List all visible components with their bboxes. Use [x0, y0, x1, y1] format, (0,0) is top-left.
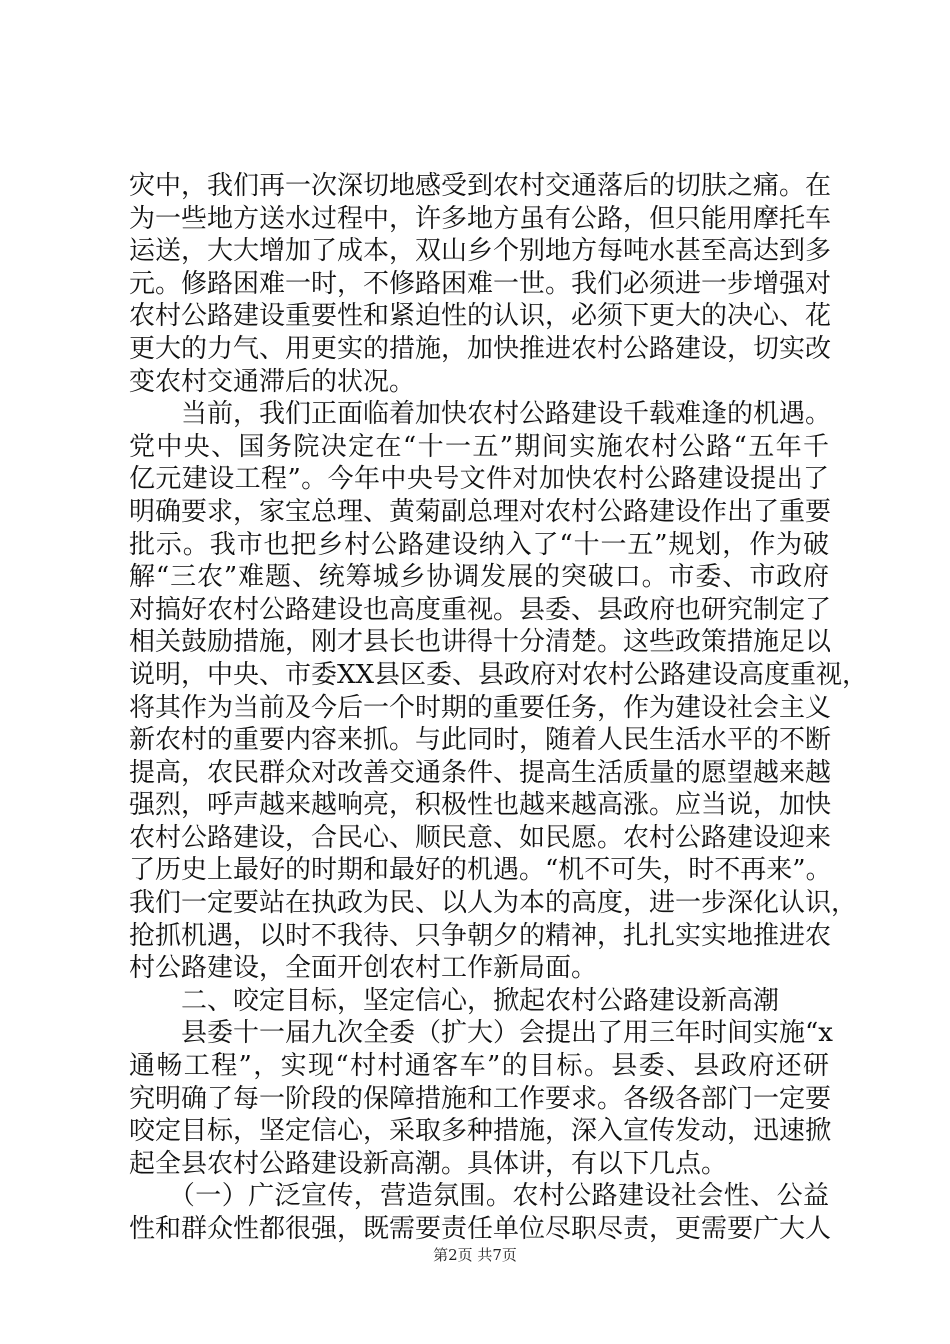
text-line: 对搞好农村公路建设也高度重视。县委、县政府也研究制定了 [129, 594, 832, 625]
text-line: 村公路建设，全面开创农村工作新局面。 [129, 953, 598, 984]
page-number-footer: 第2页 共7页 [433, 1246, 517, 1264]
text-line: 解“三农”难题、统筹城乡协调发展的突破口。市委、市政府 [129, 562, 829, 593]
text-line: 农村公路建设，合民心、顺民意、如民愿。农村公路建设迎来 [129, 822, 832, 853]
text-line: 批示。我市也把乡村公路建设纳入了“十一五”规划，作为破 [129, 529, 829, 560]
text-line: 灾中，我们再一次深切地感受到农村交通落后的切肤之痛。在 [129, 171, 832, 201]
text-line: 我们一定要站在执政为民、以人为本的高度，进一步深化认识， [129, 888, 858, 919]
text-line: 将其作为当前及今后一个时期的重要任务，作为建设社会主义 [129, 692, 832, 723]
text-line: 变农村交通滞后的状况。 [129, 366, 416, 397]
text-line: 通畅工程”，实现“村村通客车”的目标。县委、县政府还研 [129, 1051, 829, 1082]
text-line: 了历史上最好的时期和最好的机遇。“机不可失，时不再来”。 [129, 855, 832, 886]
text-line: 强烈，呼声越来越响亮，积极性也越来越高涨。应当说，加快 [129, 790, 832, 821]
text-line: 运送，大大增加了成本，双山乡个别地方每吨水甚至高达到多 [129, 236, 832, 267]
text-line: 明确要求，家宝总理、黄菊副总理对农村公路建设作出了重要 [129, 496, 832, 527]
text-line: 新农村的重要内容来抓。与此同时，随着人民生活水平的不断 [129, 725, 832, 756]
text-line: 农村公路建设重要性和紧迫性的认识，必须下更大的决心、花 [129, 301, 832, 332]
text-line: 县委十一届九次全委（扩大）会提出了用三年时间实施“x [129, 1018, 833, 1049]
text-line: 咬定目标，坚定信心，采取多种措施，深入宣传发动，迅速掀 [129, 1116, 832, 1147]
text-line: （一）广泛宣传，营造氛围。农村公路建设社会性、公益 [129, 1181, 829, 1212]
text-line: 为一些地方送水过程中，许多地方虽有公路，但只能用摩托车 [129, 203, 832, 234]
text-line: 更大的力气、用更实的措施，加快推进农村公路建设，切实改 [129, 333, 832, 364]
text-line: 抢抓机遇，以时不我待、只争朝夕的精神，扎扎实实地推进农 [129, 920, 832, 951]
text-line: 相关鼓励措施，刚才县长也讲得十分清楚。这些政策措施足以 [129, 627, 832, 658]
text-line: 提高，农民群众对改善交通条件、提高生活质量的愿望越来越 [129, 757, 832, 788]
text-line: 究明确了每一阶段的保障措施和工作要求。各级各部门一定要 [129, 1083, 832, 1114]
text-line: 起全县农村公路建设新高潮。具体讲，有以下几点。 [129, 1148, 728, 1179]
text-line: 亿元建设工程”。今年中央号文件对加快农村公路建设提出了 [129, 464, 829, 495]
text-line: 党中央、国务院决定在“十一五”期间实施农村公路“五年千 [129, 431, 829, 462]
text-line: 当前，我们正面临着加快农村公路建设千载难逢的机遇。 [129, 399, 832, 430]
text-line: 元。修路困难一时，不修路困难一世。我们必须进一步增强对 [129, 268, 832, 299]
text-line: 性和群众性都很强，既需要责任单位尽职尽责，更需要广大人 [129, 1214, 832, 1244]
text-line: 说明，中央、市委XX县区委、县政府对农村公路建设高度重视， [129, 659, 869, 690]
section-heading: 二、咬定目标，坚定信心，掀起农村公路建设新高潮 [129, 985, 780, 1016]
body-text [129, 170, 869, 1246]
